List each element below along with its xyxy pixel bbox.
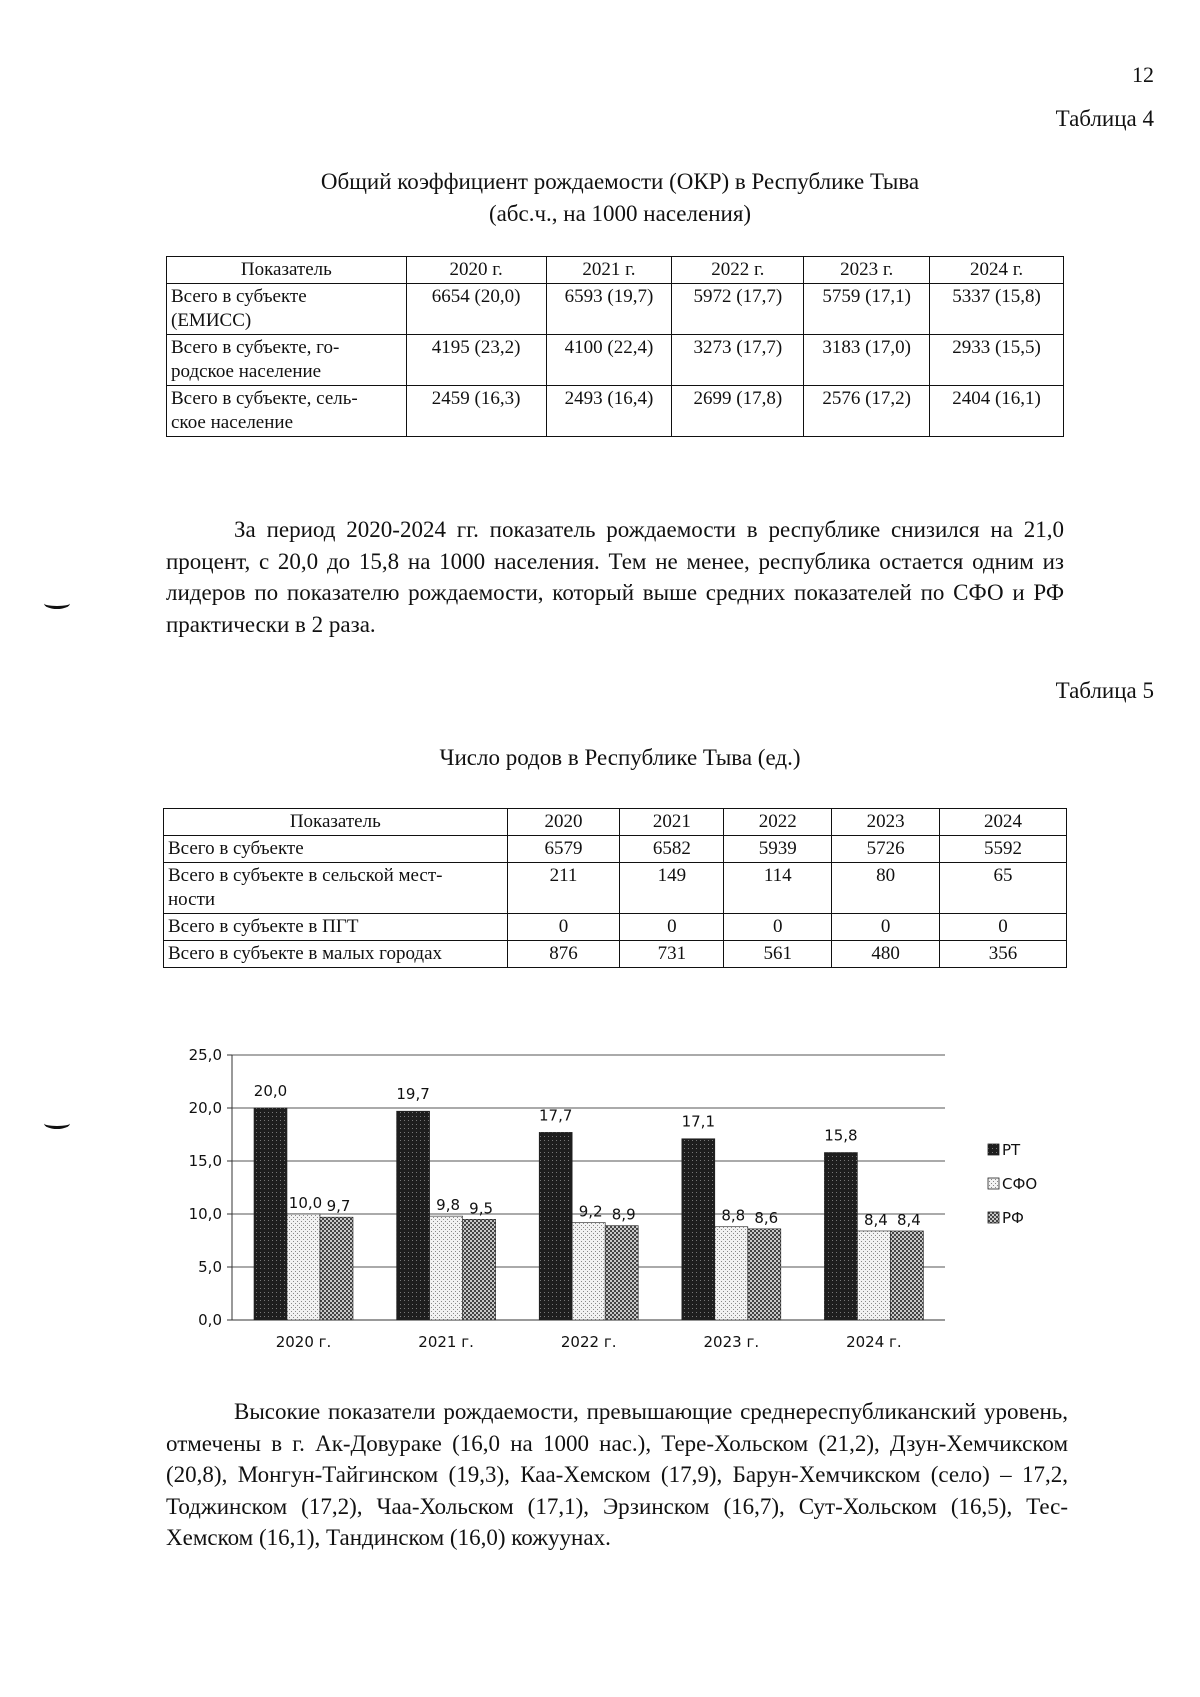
data-label: 8,9 [611,1205,636,1224]
legend-label: СФО [1002,1175,1038,1193]
table5-row-label [164,941,508,968]
y-tick-label: 0,0 [198,1311,222,1329]
table4-cell: 2933 (15,5) [930,335,1064,386]
table4-row [167,284,1064,335]
label-line: Всего в субъекте [168,838,304,859]
table5-cell: 114 [724,863,832,914]
label-line: Всего в субъекте в сельской мест- [168,865,443,886]
bar-сфо-2 [572,1222,605,1320]
table4-cell: 6593 (19,7) [546,284,672,335]
table4-cell: 5337 (15,8) [930,284,1064,335]
table5-header-cell: Показатель [164,809,508,836]
y-tick-label: 5,0 [198,1258,222,1276]
table5-cell: 5939 [724,836,832,863]
table5 [163,808,1067,968]
table4-row-label [167,386,407,437]
y-tick-label: 10,0 [188,1205,222,1223]
table4-title-line2: (абс.ч., на 1000 населения) [488,201,752,226]
table4-header-cell: 2021 г. [546,257,672,284]
data-label: 10,0 [288,1194,323,1212]
table5-cell: 211 [507,863,620,914]
data-label: 8,8 [721,1206,746,1225]
table4-cell: 5972 (17,7) [672,284,804,335]
y-tick-label: 20,0 [188,1099,222,1117]
data-label: 9,5 [469,1199,494,1218]
table5-row [164,836,1067,863]
table4-row-label [167,335,407,386]
paragraph-2-text: Высокие показатели рождаемости, превышающие среднереспубликанский уровень, отмечены в г. Ак-Довураке (16,0 на 1000 нас.), Тере-Хольском (21,2), Дзун-Хемчикском (20,8), Монгун-Тайгинском (19,3), Каа-Хемском (17,9), Барун-Хемчикском (село) – 17,2, Тоджинском (17,2), Чаа-Хольском (17,1), Эрзинском (16,7), Сут-Хольском (16,5), Тес-Хемском (16,1), Тандинском (16,0) кожуунах. [166,1399,1068,1550]
table4-caption: Таблица 4 [1055,106,1154,131]
legend-label: РТ [1002,1141,1021,1159]
data-label: 15,8 [824,1126,858,1145]
bar-сфо-0 [287,1214,320,1320]
scan-margin-mark [44,1118,70,1129]
bar-сфо-3 [715,1227,748,1320]
table5-cell: 6579 [507,836,620,863]
table5-row [164,863,1067,914]
data-label: 20,0 [253,1082,288,1100]
table5-header-cell: 2024 [940,809,1067,836]
table4-header-cell: 2023 г. [804,257,930,284]
data-label: 19,7 [396,1085,430,1104]
legend-swatch-рф [988,1212,999,1223]
table5-cell: 731 [620,941,724,968]
table4-header-row [167,257,1064,284]
table4-cell: 4100 (22,4) [546,335,672,386]
x-tick-label: 2020 г. [275,1333,332,1351]
bar-рт-1 [397,1111,430,1320]
table5-cell: 6582 [620,836,724,863]
legend-swatch-рт [988,1144,999,1155]
table5-cell: 80 [832,863,940,914]
table5-cell: 65 [940,863,1067,914]
table5-cell: 561 [724,941,832,968]
table5-header-cell: 2023 [832,809,940,836]
data-label: 8,6 [754,1208,779,1227]
legend-label: РФ [1002,1209,1024,1227]
table4-cell: 2699 (17,8) [672,386,804,437]
table4-cell: 5759 (17,1) [804,284,930,335]
table4-cell: 2404 (16,1) [930,386,1064,437]
x-tick-label: 2022 г. [560,1333,617,1351]
table5-cell: 0 [620,914,724,941]
table5-cell: 149 [620,863,724,914]
y-tick-label: 15,0 [188,1152,222,1170]
y-tick-label: 25,0 [188,1046,222,1064]
table5-cell: 0 [940,914,1067,941]
bar-рт-2 [539,1132,572,1320]
table5-cell: 0 [832,914,940,941]
data-label: 8,4 [896,1210,921,1229]
table5-cell: 0 [724,914,832,941]
bar-рф-2 [605,1226,638,1320]
table4-title-line1: Общий коэффициент рождаемости (ОКР) в Республике Тыва [320,169,920,194]
bar-сфо-4 [857,1231,890,1320]
paragraph-1-text: За период 2020-2024 гг. показатель рождаемости в республике снизился на 21,0 процент, с 20,0 до 15,8 на 1000 населения. Тем не менее, республика остается одним из лидеров по показателю рождаемости, который выше средних показателей по СФО и РФ практически в 2 раза. [166,517,1064,637]
bar-рт-0 [254,1108,287,1320]
data-label: 9,7 [326,1197,351,1216]
label-line: Всего в субъекте в ПГТ [168,916,359,937]
table5-cell: 5592 [940,836,1067,863]
bar-рт-3 [682,1139,715,1320]
table5-row-label [164,914,508,941]
bar-рф-4 [890,1231,923,1320]
table5-row-label [164,836,508,863]
label-line: родское население [171,361,322,382]
bar-сфо-1 [430,1216,463,1320]
table5-cell: 356 [940,941,1067,968]
table4-row [167,386,1064,437]
x-tick-label: 2023 г. [703,1333,760,1351]
bar-рф-3 [748,1229,781,1320]
table5-row-label [164,863,508,914]
label-line: Всего в субъекте в малых городах [168,943,442,964]
table4-cell: 3183 (17,0) [804,335,930,386]
table4-row [167,335,1064,386]
paragraph-1 [166,514,1064,640]
table4-cell: 2576 (17,2) [804,386,930,437]
table4-header-cell: 2024 г. [930,257,1064,284]
table5-cell: 0 [507,914,620,941]
table5-header-cell: 2021 [620,809,724,836]
label-line: Всего в субъекте, сель- [171,388,358,409]
label-line: ности [168,889,216,910]
data-label: 8,4 [863,1210,888,1229]
data-label: 9,2 [578,1202,603,1221]
x-tick-label: 2024 г. [846,1333,902,1351]
table5-caption: Таблица 5 [1055,678,1154,703]
scan-margin-mark [44,598,70,609]
legend-swatch-сфо [988,1178,999,1189]
birth-rate-bar-chart [180,1020,1140,1360]
table4-title [160,166,1080,230]
table4-cell: 2459 (16,3) [406,386,546,437]
data-label: 17,7 [538,1106,573,1125]
table4-header-cell: 2022 г. [672,257,804,284]
table5-cell: 876 [507,941,620,968]
table5-header-cell: 2022 [724,809,832,836]
data-label: 9,8 [436,1196,461,1215]
table5-row [164,914,1067,941]
label-line: (ЕМИСС) [171,310,252,331]
paragraph-2 [166,1396,1068,1554]
table4-cell: 3273 (17,7) [672,335,804,386]
page-number: 12 [1132,62,1154,87]
x-tick-label: 2021 г. [418,1333,474,1351]
bar-рф-0 [320,1217,353,1320]
label-line: ское население [171,412,293,433]
table4-header-cell: 2020 г. [406,257,546,284]
table4-cell: 4195 (23,2) [406,335,546,386]
table4-cell: 6654 (20,0) [406,284,546,335]
table4-cell: 2493 (16,4) [546,386,672,437]
table4 [166,256,1064,437]
label-line: Всего в субъекте, го- [171,337,340,358]
bar-рт-4 [824,1153,857,1320]
table5-cell: 5726 [832,836,940,863]
table5-header-row [164,809,1067,836]
bar-рф-1 [463,1219,496,1320]
table4-header-cell: Показатель [167,257,407,284]
table5-header-cell: 2020 [507,809,620,836]
table5-title: Число родов в Республике Тыва (ед.) [439,745,801,770]
table5-cell: 480 [832,941,940,968]
table4-row-label [167,284,407,335]
table5-row [164,941,1067,968]
label-line: Всего в субъекте [171,286,307,307]
data-label: 17,1 [681,1112,716,1131]
